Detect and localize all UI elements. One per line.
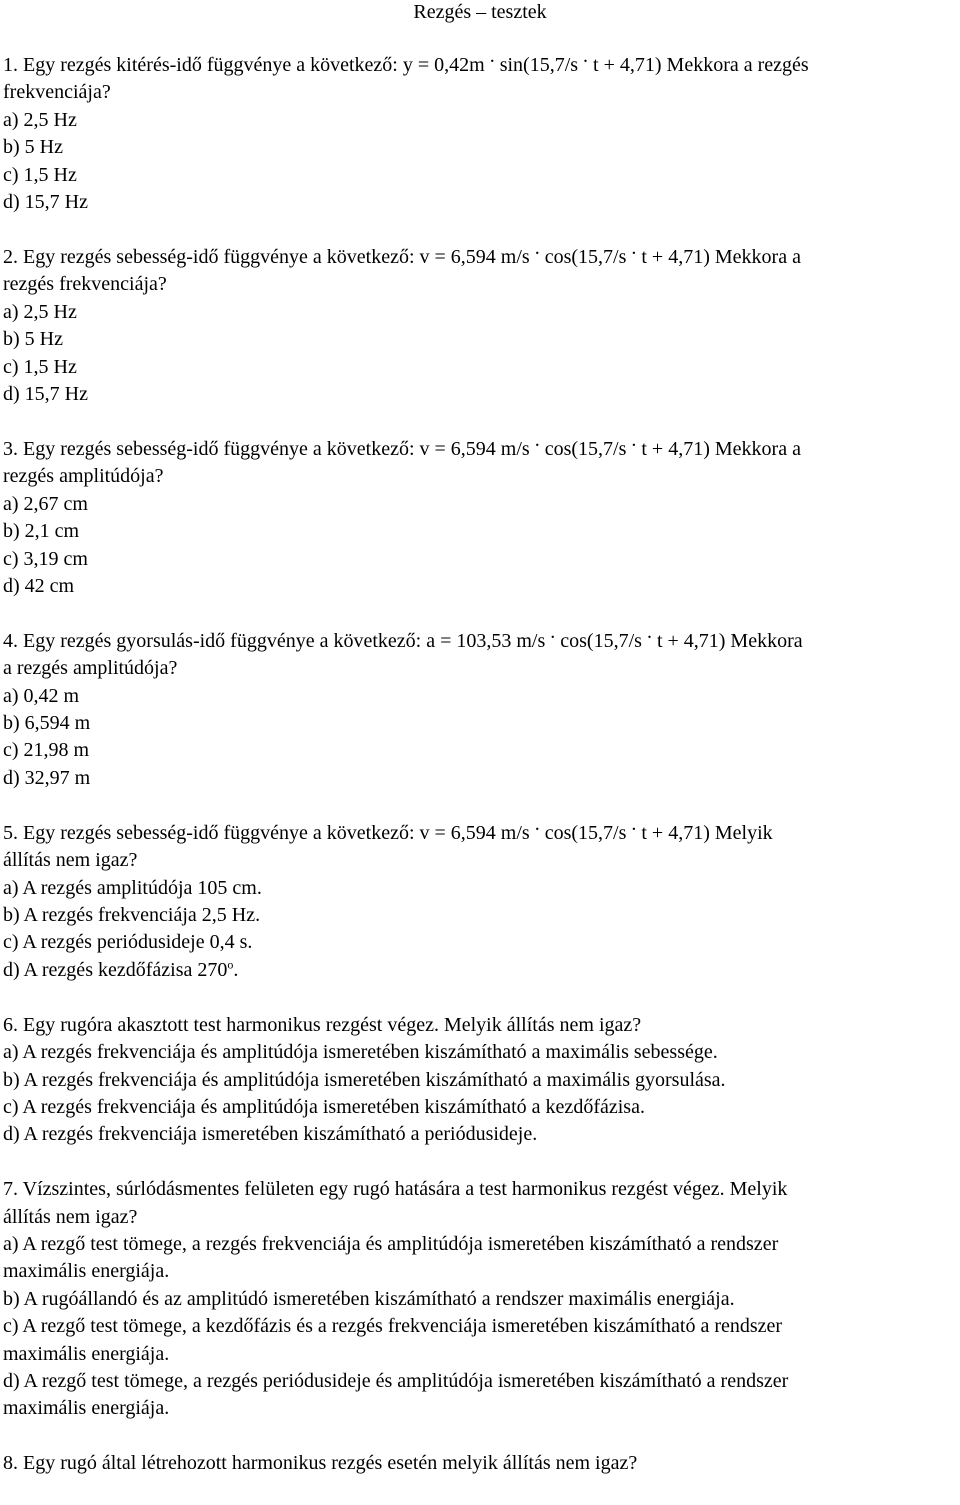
question-line: d) 42 cm: [3, 574, 75, 597]
question-text: 8. Egy rugó által létrehozott harmonikus rezgés esetén melyik állítás nem igaz?: [3, 1452, 638, 1475]
question-3: [3, 428, 957, 600]
question-text: 6. Egy rugóra akasztott test harmonikus rezgést végez. Melyik állítás nem igaz?: [3, 1013, 642, 1036]
question-5: [3, 812, 957, 984]
question-line: d) 15,7 Hz: [3, 191, 88, 214]
question-1: [3, 45, 957, 216]
question-line: a) A rezgés amplitúdója 105 cm.: [3, 876, 262, 899]
question-line: maximális energiája.: [3, 1397, 170, 1420]
question-line: d) A rezgő test tömege, a rezgés periódusideje és amplitúdója ismeretében kiszámítható a rendszer: [3, 1370, 789, 1393]
question-8: [3, 1450, 957, 1477]
question-line: a) 2,67 cm: [3, 492, 88, 515]
question-line: a) 2,5 Hz: [3, 300, 77, 323]
question-line: c) 21,98 m: [3, 739, 90, 762]
question-7: [3, 1176, 957, 1423]
question-2: [3, 236, 957, 408]
question-line: b) 6,594 m: [3, 712, 91, 735]
question-text: 3. Egy rezgés sebesség-idő függvénye a következő: v = 6,594 m/s . cos(15,7/s . t + 4,71) Mekkora a: [3, 428, 801, 460]
question-line: d) A rezgés kezdőfázisa 270$^o$.: [3, 957, 239, 981]
question-text: 2. Egy rezgés sebesség-idő függvénye a következő: v = 6,594 m/s . cos(15,7/s . t + 4,71) Mekkora a: [3, 236, 801, 268]
question-line: a rezgés amplitúdója?: [3, 657, 178, 680]
question-line: b) 5 Hz: [3, 328, 63, 351]
question-line: c) 1,5 Hz: [3, 355, 77, 378]
question-line: b) A rezgés frekvenciája 2,5 Hz.: [3, 903, 261, 926]
question-list: [3, 45, 957, 1505]
question-line: c) 1,5 Hz: [3, 163, 77, 186]
question-line: b) 5 Hz: [3, 136, 63, 159]
question-line: d) 15,7 Hz: [3, 382, 88, 405]
question-text: 1. Egy rezgés kitérés-idő függvénye a következő: y = 0,42m . sin(15,7/s . t + 4,71) Mekkora a rezgés: [3, 45, 809, 76]
question-line: b) 2,1 cm: [3, 520, 80, 543]
question-line: a) 0,42 m: [3, 684, 80, 707]
question-line: frekvenciája?: [3, 81, 111, 104]
question-line: d) 32,97 m: [3, 766, 91, 789]
question-line: rezgés frekvenciája?: [3, 273, 167, 296]
question-line: c) A rezgés periódusideje 0,4 s.: [3, 931, 253, 954]
question-line: a) A rezgés frekvenciája és amplitúdója ismeretében kiszámítható a maximális sebessége.: [3, 1041, 718, 1064]
question-line: c) A rezgés frekvenciája és amplitúdója ismeretében kiszámítható a kezdőfázisa.: [3, 1095, 645, 1118]
question-line: c) 3,19 cm: [3, 547, 88, 570]
question-line: maximális energiája.: [3, 1260, 170, 1283]
question-line: d) A rezgés frekvenciája ismeretében kiszámítható a periódusideje.: [3, 1123, 538, 1146]
question-line: c) A rezgő test tömege, a kezdőfázis és a rezgés frekvenciája ismeretében kiszámítható a rendszer: [3, 1315, 783, 1338]
question-line: állítás nem igaz?: [3, 1205, 138, 1228]
question-line: rezgés amplitúdója?: [3, 465, 164, 488]
question-6: [3, 1012, 957, 1149]
question-line: maximális energiája.: [3, 1342, 170, 1365]
question-text: 5. Egy rezgés sebesség-idő függvénye a következő: v = 6,594 m/s . cos(15,7/s . t + 4,71) Melyik: [3, 812, 773, 844]
question-text: 7. Vízszintes, súrlódásmentes felületen egy rugó hatására a test harmonikus rezgést végez. Melyik: [3, 1178, 788, 1201]
page-title: Rezgés – tesztek: [413, 1, 547, 23]
question-line: állítás nem igaz?: [3, 849, 138, 872]
question-line: b) A rezgés frekvenciája és amplitúdója ismeretében kiszámítható a maximális gyorsulása.: [3, 1068, 726, 1091]
question-line: a) A rezgő test tömege, a rezgés frekvenciája és amplitúdója ismeretében kiszámítható a rendszer: [3, 1233, 779, 1256]
question-text: 4. Egy rezgés gyorsulás-idő függvénye a következő: a = 103,53 m/s . cos(15,7/s . t + 4,71) Mekkora: [3, 620, 803, 652]
question-line: b) A rugóállandó és az amplitúdó ismeretében kiszámítható a rendszer maximális energiája.: [3, 1287, 735, 1310]
question-4: [3, 620, 957, 792]
question-line: a) 2,5 Hz: [3, 108, 77, 131]
